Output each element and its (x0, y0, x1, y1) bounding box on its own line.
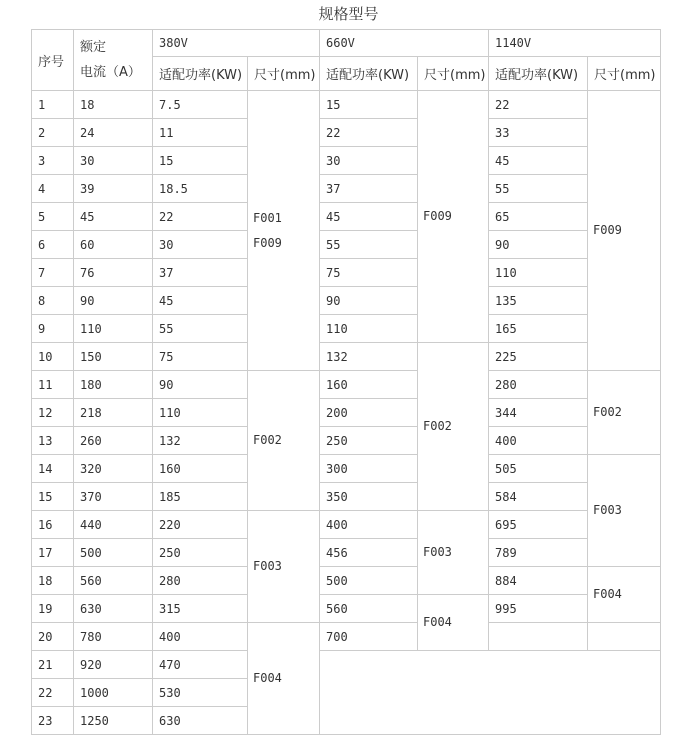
row-power-380: 110 (153, 399, 248, 427)
header-group-1140: 1140V (489, 30, 661, 57)
row-index: 6 (32, 231, 74, 259)
row-power-380: 630 (153, 707, 248, 735)
row-current: 630 (74, 595, 153, 623)
size-label: F003 (593, 503, 622, 517)
header-size-660: 尺寸(mm) (418, 57, 489, 91)
table-row (32, 343, 661, 371)
row-index: 22 (32, 679, 74, 707)
table-row (32, 287, 661, 315)
empty-area (320, 651, 661, 735)
row-power-380: 220 (153, 511, 248, 539)
row-power-1140: 225 (489, 343, 588, 371)
header-index: 序号 (32, 30, 74, 91)
row-power-1140-empty (489, 623, 588, 651)
row-index: 8 (32, 287, 74, 315)
row-power-1140: 90 (489, 231, 588, 259)
table-row (32, 427, 661, 455)
row-index: 23 (32, 707, 74, 735)
size-label: F004 (423, 615, 452, 629)
row-current: 24 (74, 119, 153, 147)
table-row (32, 623, 661, 651)
table-row (32, 315, 661, 343)
row-current: 1000 (74, 679, 153, 707)
table-row (32, 651, 661, 679)
row-index: 15 (32, 483, 74, 511)
row-power-380: 75 (153, 343, 248, 371)
header-group-380: 380V (153, 30, 320, 57)
row-power-380: 30 (153, 231, 248, 259)
size-label: F004 (253, 671, 282, 685)
size-label: F009 (253, 235, 282, 250)
header-power-1140: 适配功率(KW) (489, 57, 588, 91)
table-row (32, 371, 661, 399)
row-power-660: 700 (320, 623, 418, 651)
row-power-660: 350 (320, 483, 418, 511)
row-current: 440 (74, 511, 153, 539)
row-current: 320 (74, 455, 153, 483)
row-current: 560 (74, 567, 153, 595)
row-current: 1250 (74, 707, 153, 735)
table-row (32, 399, 661, 427)
row-current: 260 (74, 427, 153, 455)
size-label: F002 (253, 433, 282, 447)
row-index: 10 (32, 343, 74, 371)
table-row (32, 483, 661, 511)
row-current: 60 (74, 231, 153, 259)
row-power-660: 37 (320, 175, 418, 203)
row-power-660: 300 (320, 455, 418, 483)
page-title: 规格型号 (318, 5, 379, 23)
row-power-660: 250 (320, 427, 418, 455)
header-power-660: 适配功率(KW) (320, 57, 418, 91)
row-power-660: 15 (320, 91, 418, 119)
row-power-1140: 344 (489, 399, 588, 427)
size-cell-s1140 (588, 567, 661, 623)
row-current: 218 (74, 399, 153, 427)
row-power-660: 160 (320, 371, 418, 399)
row-power-1140: 55 (489, 175, 588, 203)
size-cell-s380 (248, 623, 320, 735)
row-power-1140: 884 (489, 567, 588, 595)
table-row (32, 231, 661, 259)
row-current: 180 (74, 371, 153, 399)
row-power-1140: 695 (489, 511, 588, 539)
row-current: 76 (74, 259, 153, 287)
row-power-380: 530 (153, 679, 248, 707)
row-power-380: 90 (153, 371, 248, 399)
row-current: 39 (74, 175, 153, 203)
row-index: 13 (32, 427, 74, 455)
size-label: F003 (253, 559, 282, 573)
size-cell-s1140 (588, 371, 661, 455)
row-index: 1 (32, 91, 74, 119)
row-current: 150 (74, 343, 153, 371)
size-label: F009 (423, 209, 452, 223)
table-row (32, 91, 661, 119)
row-power-380: 22 (153, 203, 248, 231)
row-power-380: 315 (153, 595, 248, 623)
spec-table (31, 29, 661, 735)
row-power-1140: 165 (489, 315, 588, 343)
row-power-380: 45 (153, 287, 248, 315)
row-power-1140: 995 (489, 595, 588, 623)
table-row (32, 455, 661, 483)
row-current: 110 (74, 315, 153, 343)
row-power-1140: 22 (489, 91, 588, 119)
row-current: 45 (74, 203, 153, 231)
row-power-380: 400 (153, 623, 248, 651)
row-power-1140: 280 (489, 371, 588, 399)
header-current-line2: 电流（A） (80, 65, 141, 80)
row-power-660: 75 (320, 259, 418, 287)
row-power-660: 45 (320, 203, 418, 231)
row-current: 780 (74, 623, 153, 651)
row-index: 4 (32, 175, 74, 203)
header-size-380: 尺寸(mm) (248, 57, 320, 91)
header-size-1140: 尺寸(mm) (588, 57, 661, 91)
table-row (32, 567, 661, 595)
table-row (32, 259, 661, 287)
row-power-660: 200 (320, 399, 418, 427)
size-cell-s380 (248, 91, 320, 371)
header-group-660: 660V (320, 30, 489, 57)
table-row (32, 147, 661, 175)
size-cell-s380 (248, 371, 320, 511)
row-current: 30 (74, 147, 153, 175)
row-current: 18 (74, 91, 153, 119)
row-power-380: 185 (153, 483, 248, 511)
row-current: 500 (74, 539, 153, 567)
size-cell-s1140 (588, 91, 661, 371)
table-row (32, 539, 661, 567)
row-power-1140: 45 (489, 147, 588, 175)
row-power-380: 18.5 (153, 175, 248, 203)
size-cell-s660 (418, 511, 489, 595)
row-power-660: 110 (320, 315, 418, 343)
row-index: 21 (32, 651, 74, 679)
size-label: F009 (593, 223, 622, 237)
row-index: 5 (32, 203, 74, 231)
size-cell-s660 (418, 343, 489, 511)
row-power-1140: 135 (489, 287, 588, 315)
row-index: 3 (32, 147, 74, 175)
row-power-380: 7.5 (153, 91, 248, 119)
size-label: F003 (423, 545, 452, 559)
row-current: 370 (74, 483, 153, 511)
size-cell-s1140 (588, 455, 661, 567)
table-row (32, 511, 661, 539)
row-power-380: 470 (153, 651, 248, 679)
size-cell-s380 (248, 511, 320, 623)
row-index: 19 (32, 595, 74, 623)
row-index: 17 (32, 539, 74, 567)
size-cell-s660 (418, 91, 489, 343)
table-row (32, 119, 661, 147)
table-row (32, 175, 661, 203)
row-power-380: 15 (153, 147, 248, 175)
table-row (32, 203, 661, 231)
row-power-380: 11 (153, 119, 248, 147)
header-current (74, 30, 153, 91)
row-power-380: 280 (153, 567, 248, 595)
size-label: F002 (423, 419, 452, 433)
row-power-1140: 789 (489, 539, 588, 567)
row-index: 16 (32, 511, 74, 539)
row-index: 7 (32, 259, 74, 287)
header-current-line1: 额定 (80, 40, 107, 55)
row-index: 18 (32, 567, 74, 595)
size-label: F002 (593, 405, 622, 419)
row-index: 9 (32, 315, 74, 343)
row-power-660: 500 (320, 567, 418, 595)
row-power-1140: 400 (489, 427, 588, 455)
size-label: F004 (593, 587, 622, 601)
size-cell-s660 (418, 595, 489, 651)
row-power-660: 560 (320, 595, 418, 623)
row-power-380: 132 (153, 427, 248, 455)
size-label: F001 (253, 210, 282, 225)
row-power-380: 37 (153, 259, 248, 287)
row-power-660: 30 (320, 147, 418, 175)
row-size-1140-empty (588, 623, 661, 651)
row-power-1140: 110 (489, 259, 588, 287)
row-index: 20 (32, 623, 74, 651)
row-power-380: 160 (153, 455, 248, 483)
row-power-660: 55 (320, 231, 418, 259)
row-current: 90 (74, 287, 153, 315)
row-power-1140: 584 (489, 483, 588, 511)
row-current: 920 (74, 651, 153, 679)
row-power-1140: 505 (489, 455, 588, 483)
row-power-660: 456 (320, 539, 418, 567)
row-power-380: 55 (153, 315, 248, 343)
row-index: 14 (32, 455, 74, 483)
row-power-660: 90 (320, 287, 418, 315)
row-index: 12 (32, 399, 74, 427)
row-power-660: 132 (320, 343, 418, 371)
row-power-660: 400 (320, 511, 418, 539)
row-power-1140: 33 (489, 119, 588, 147)
row-index: 2 (32, 119, 74, 147)
row-power-660: 22 (320, 119, 418, 147)
row-index: 11 (32, 371, 74, 399)
row-power-380: 250 (153, 539, 248, 567)
row-power-1140: 65 (489, 203, 588, 231)
header-power-380: 适配功率(KW) (153, 57, 248, 91)
table-row (32, 595, 661, 623)
